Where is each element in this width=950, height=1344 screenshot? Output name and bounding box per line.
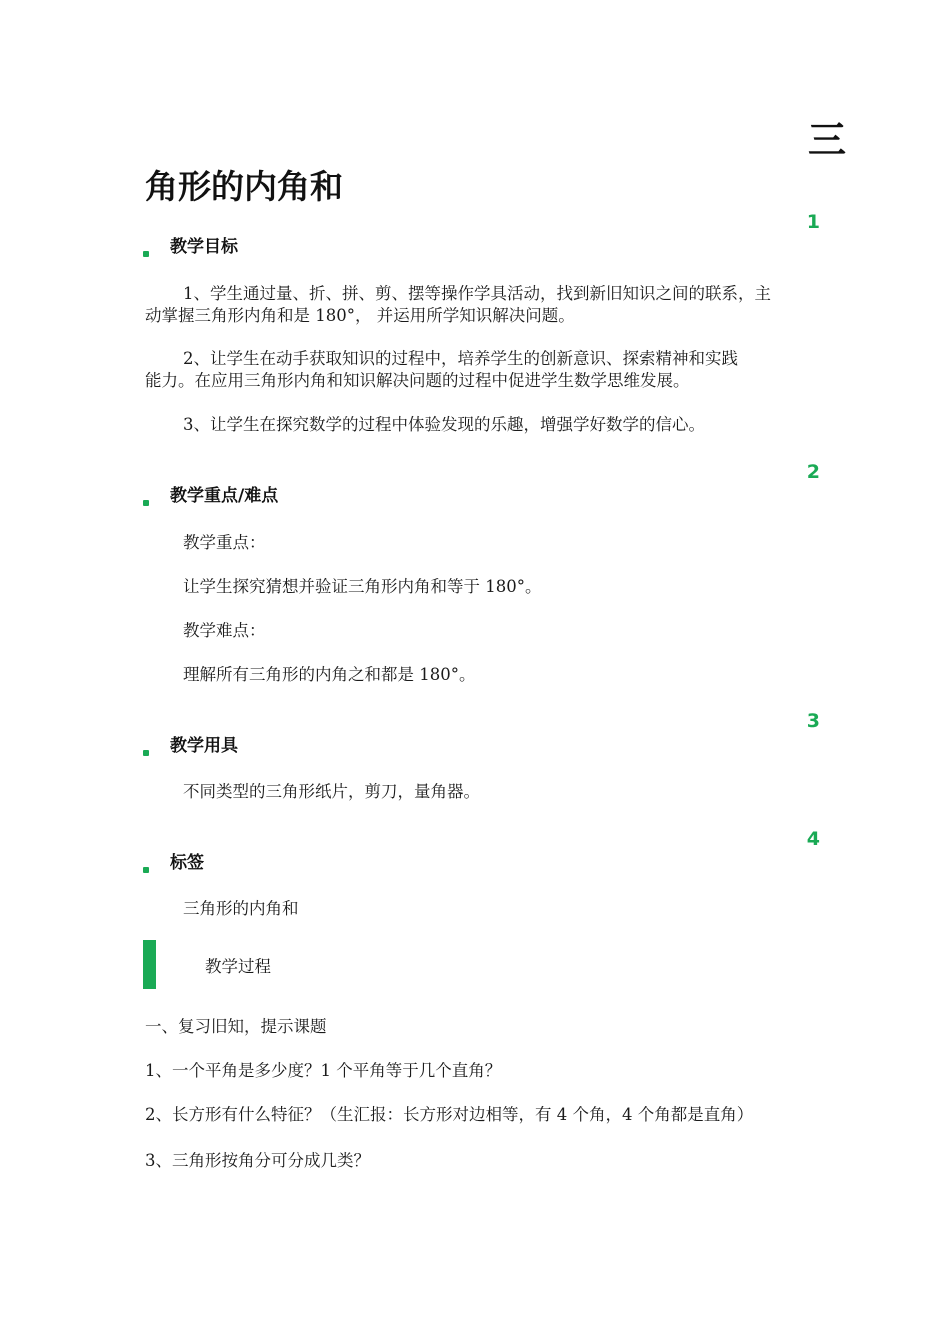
section-number-1: 1 <box>806 211 820 233</box>
process-heading: 教学过程 <box>205 957 271 976</box>
section-number-4: 4 <box>806 828 820 850</box>
key-point-label: 教学重点： <box>183 533 266 552</box>
goal-3-line-1: 3、让学生在探究数学的过程中体验发现的乐趣，增强学好数学的信心。 <box>183 415 705 434</box>
key-point-text: 让学生探究猜想并验证三角形内角和等于 180°。 <box>183 577 542 596</box>
section-bullet-2 <box>143 500 149 506</box>
goal-2-line-1: 2、让学生在动手获取知识的过程中，培养学生的创新意识、探索精神和实践 <box>183 349 738 368</box>
process-marker-bar <box>143 940 156 989</box>
process-line-4: 3、三角形按角分可分成几类？ <box>145 1151 370 1170</box>
process-line-2: 1、一个平角是多少度？1 个平角等于几个直角？ <box>145 1061 502 1080</box>
section-bullet-4 <box>143 867 149 873</box>
section-number-3: 3 <box>806 710 820 732</box>
goal-1-line-1: 1、学生通过量、折、拼、剪、摆等操作学具活动，找到新旧知识之间的联系，主 <box>183 284 771 303</box>
difficulty-text: 理解所有三角形的内角之和都是 180°。 <box>183 665 476 684</box>
difficulty-label: 教学难点： <box>183 621 266 640</box>
page-title: 角形的内角和 <box>145 167 343 206</box>
tag-text: 三角形的内角和 <box>183 899 299 918</box>
section-bullet-3 <box>143 750 149 756</box>
section-heading-2: 教学重点/难点 <box>170 486 279 506</box>
goal-2-line-2: 能力。在应用三角形内角和知识解决问题的过程中促进学生数学思维发展。 <box>145 371 690 390</box>
section-bullet-1 <box>143 251 149 257</box>
section-heading-1: 教学目标 <box>170 237 238 257</box>
process-line-3: 2、长方形有什么特征？（生汇报：长方形对边相等，有 4 个角，4 个角都是直角） <box>145 1105 754 1124</box>
section-heading-4: 标签 <box>170 853 204 873</box>
tools-text: 不同类型的三角形纸片，剪刀，量角器。 <box>183 782 480 801</box>
process-line-1: 一、复习旧知，提示课题 <box>145 1017 327 1036</box>
title-prefix: 三 <box>808 118 847 162</box>
goal-1-line-2: 动掌握三角形内角和是 180°， 并运用所学知识解决问题。 <box>145 306 575 325</box>
section-heading-3: 教学用具 <box>170 736 238 756</box>
section-number-2: 2 <box>806 461 820 483</box>
